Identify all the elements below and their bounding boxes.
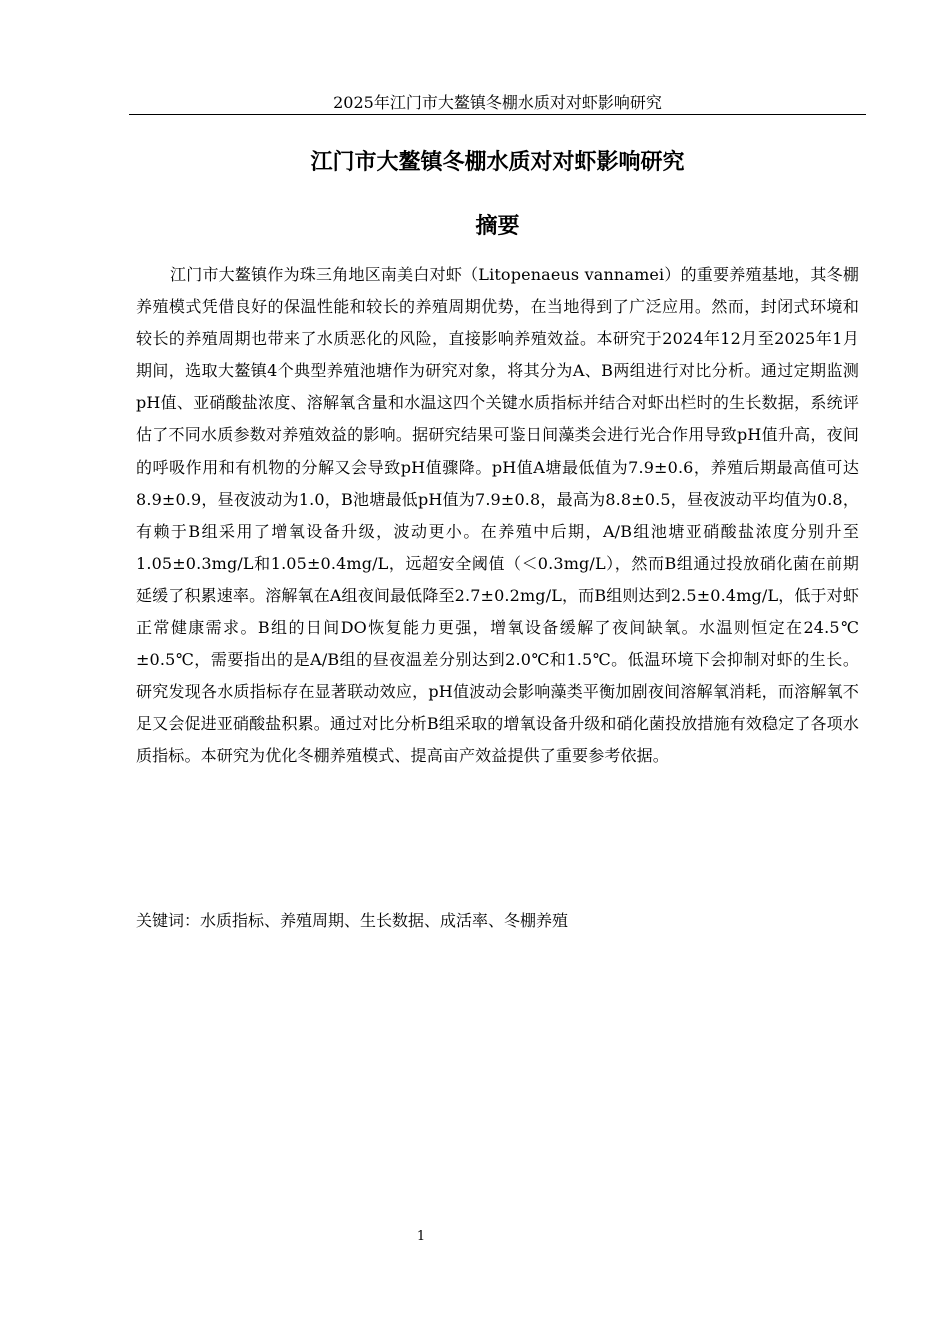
abstract-body: 江门市大鳌镇作为珠三角地区南美白对虾（Litopenaeus vannamei）的重要养殖基地，其冬棚养殖模式凭借良好的保温性能和较长的养殖周期优势，在当地得到了广泛应用。然而，封闭式环境和较长的养殖周期也带来了水质恶化的风险，直接影响养殖效益。本研究于2024年12月至2025年1月期间，选取大鳌镇4个典型养殖池塘作为研究对象，将其分为A、B两组进行对比分析。通过定期监测pH值、亚硝酸盐浓度、溶解氧含量和水温这四个关键水质指标并结合对虾出栏时的生长数据，系统评估了不同水质参数对养殖效益的影响。据研究结果可鉴日间藻类会进行光合作用导致pH值升高，夜间的呼吸作用和有机物的分解又会导致pH值骤降。pH值A塘最低值为7.9±0.6，养殖后期最高值可达8.9±0.9，昼夜波动为1.0，B池塘最低pH值为7.9±0.8，最高为8.8±0.5，昼夜波动平均值为0.8，有赖于B组采用了增氧设备升级，波动更小。在养殖中后期，A/B组池塘亚硝酸盐浓度分别升至1.05±0.3mg/L和1.05±0.4mg/L，远超安全阈值（＜0.3mg/L），然而B组通过投放硝化菌在前期延缓了积累速率。溶解氧在A组夜间最低降至2.7±0.2mg/L，而B组则达到2.5±0.4mg/L，低于对虾正常健康需求。B组的日间DO恢复能力更强，增氧设备缓解了夜间缺氧。水温则恒定在24.5℃±0.5℃，需要指出的是A/B组的昼夜温差分别达到2.0℃和1.5℃。低温环境下会抑制对虾的生长。研究发现各水质指标存在显著联动效应，pH值波动会影响藻类平衡加剧夜间溶解氧消耗，而溶解氧不足又会促进亚硝酸盐积累。通过对比分析B组采取的增氧设备升级和硝化菌投放措施有效稳定了各项水质指标。本研究为优化冬棚养殖模式、提高亩产效益提供了重要参考依据。 xyxy=(136,265,859,766)
abstract-heading: 摘要 xyxy=(475,214,520,239)
page-number: 1 xyxy=(416,1229,426,1244)
running-header: 2025年江门市大鳌镇冬棚水质对对虾影响研究 xyxy=(333,93,662,112)
paper-title: 江门市大鳌镇冬棚水质对对虾影响研究 xyxy=(310,150,685,175)
header-rule xyxy=(129,114,866,115)
keywords: 关键词：水质指标、养殖周期、生长数据、成活率、冬棚养殖 xyxy=(136,911,569,930)
